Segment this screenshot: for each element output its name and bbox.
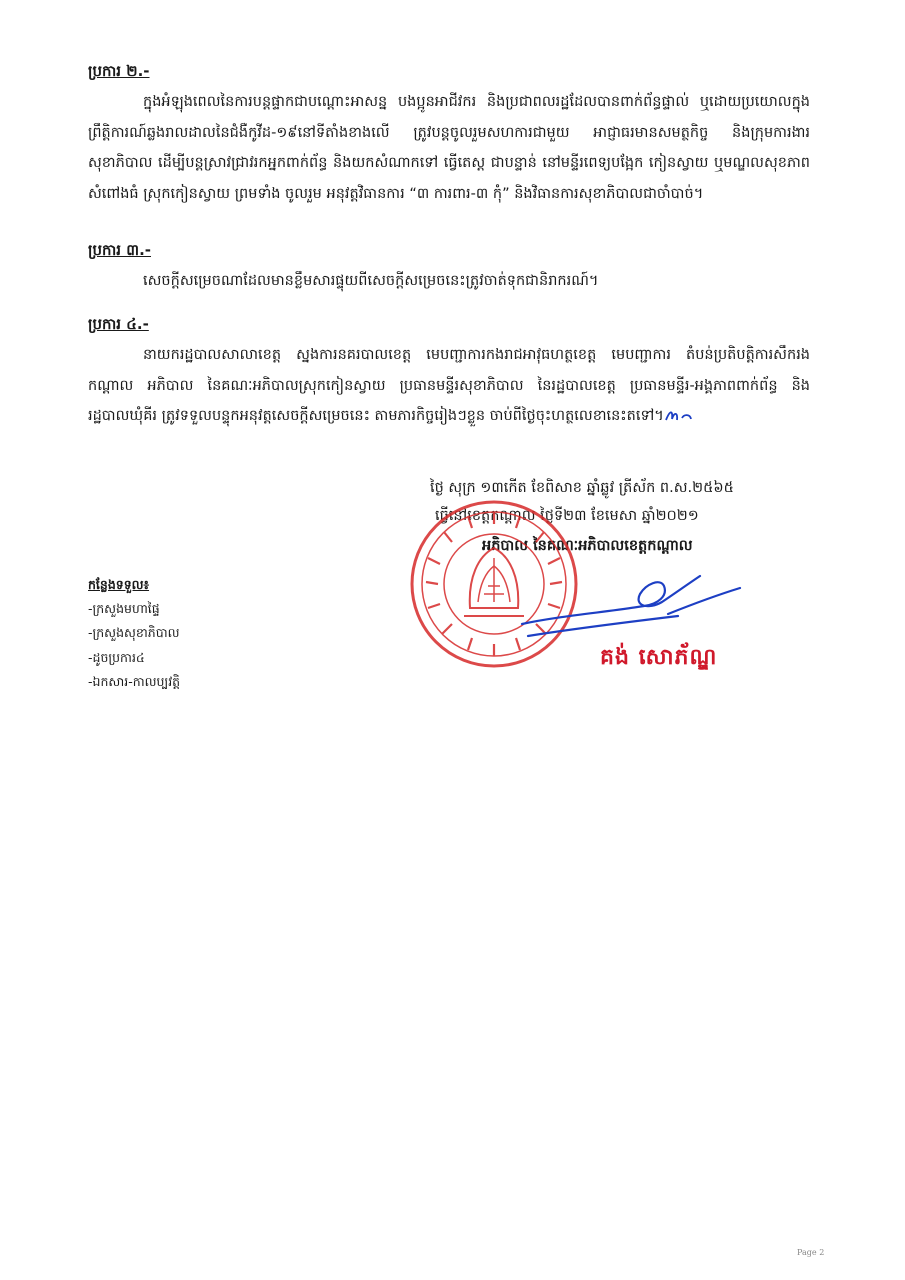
solar-date: ធ្វើនៅខេត្តកណ្ដាល ថ្ងៃទី២៣ ខែមេសា ឆ្នាំ២០២១ (435, 508, 699, 524)
recipient-item: -ក្រសួងមហាផ្ទៃ (88, 601, 160, 616)
page-number: Page 2 (797, 1248, 825, 1257)
handwritten-signature (518, 566, 744, 646)
article-4-text (88, 340, 810, 432)
recipient-item: -ដូចប្រការ៤ (88, 650, 145, 665)
article-3-text (88, 266, 810, 297)
recipient-item: -ក្រសួងសុខាភិបាល (88, 625, 180, 640)
initial-mark-icon (664, 408, 694, 424)
article-4-heading: ប្រការ ៤.- (88, 315, 149, 333)
article-3-body: សេចក្ដីសម្រេចណាដែលមានខ្លឹមសារផ្ទុយពីសេចក្ដីសម្រេចនេះត្រូវចាត់ទុកជានិរាករណ៍។ (143, 273, 599, 289)
article-2-heading: ប្រការ ២.- (88, 62, 150, 80)
article-2-body: ក្នុងអំឡុងពេលនៃការបន្តផ្ទាកជាបណ្ដោះអាសន្ន បងប្អូនអាជីវករ និងប្រជាពលរដ្ឋដែលបានពាក់ព័ន្ធផ្ទាល់ ឬដោយប្រយោលក្នុងព្រឹត្តិការណ៍ឆ្លងរាលដាលនៃជំងឺកូវីដ-១៩នៅទីតាំងខាងលើ ត្រូវបន្តចូលរួមសហការជាមួយ អាជ្ញាធរមានសមត្ថកិច្ច និងក្រុមការងារសុខាភិបាល ដើម្បីបន្តស្រាវជ្រាវរកអ្នកពាក់ព័ន្ធ និងយកសំណាកទៅ ធ្វើតេស្ត ជាបន្ទាន់ នៅមន្ទីរពេទ្យបង្អែក កៀនស្វាយ ឬមណ្ឌលសុខភាព សំពៅងធំ ស្រុកកៀនស្វាយ ព្រមទាំង ចូលរួម អនុវត្តវិធានការ “៣ ការពារ-៣ កុំ” និងវិធានការសុខាភិបាលជាចាំបាច់។ (88, 94, 810, 202)
article-4-body: នាយករដ្ឋបាលសាលាខេត្ត ស្នងការនគរបាលខេត្ត មេបញ្ជាការកងរាជអាវុធហត្ថខេត្ត មេបញ្ជាការ តំបន់ប្រតិបត្តិការសឹករងកណ្ដាល អភិបាល នៃគណៈអភិបាលស្រុកកៀនស្វាយ ប្រធានមន្ទីរសុខាភិបាល នៃរដ្ឋបាលខេត្ត ប្រធានមន្ទីរ-អង្គភាពពាក់ព័ន្ធ និងរដ្ឋបាលឃុំគីរ ត្រូវទទួលបន្ទុកអនុវត្តសេចក្ដីសម្រេចនេះ តាមភារកិច្ចរៀងៗខ្លួន ចាប់ពីថ្ងៃចុះហត្ថលេខានេះតទៅ។ (88, 347, 810, 424)
article-3-heading: ប្រការ ៣.- (88, 241, 151, 259)
recipient-item: -ឯកសារ-កាលប្បវត្តិ (88, 674, 181, 689)
lunar-date: ថ្ងៃ សុក្រ ១៣កើត ខែពិសាខ ឆ្នាំឆ្លូវ ត្រីស័ក ព.ស.២៥៦៥ (430, 480, 734, 496)
article-2-text (88, 87, 810, 209)
signatory-name: គង់ សោភ័ណ្ឌ (600, 645, 718, 670)
recipients-heading: កន្លែងទទួល៖ (88, 577, 150, 592)
signatory-title: អភិបាល នៃគណៈអភិបាលខេត្តកណ្ដាល (482, 538, 693, 554)
